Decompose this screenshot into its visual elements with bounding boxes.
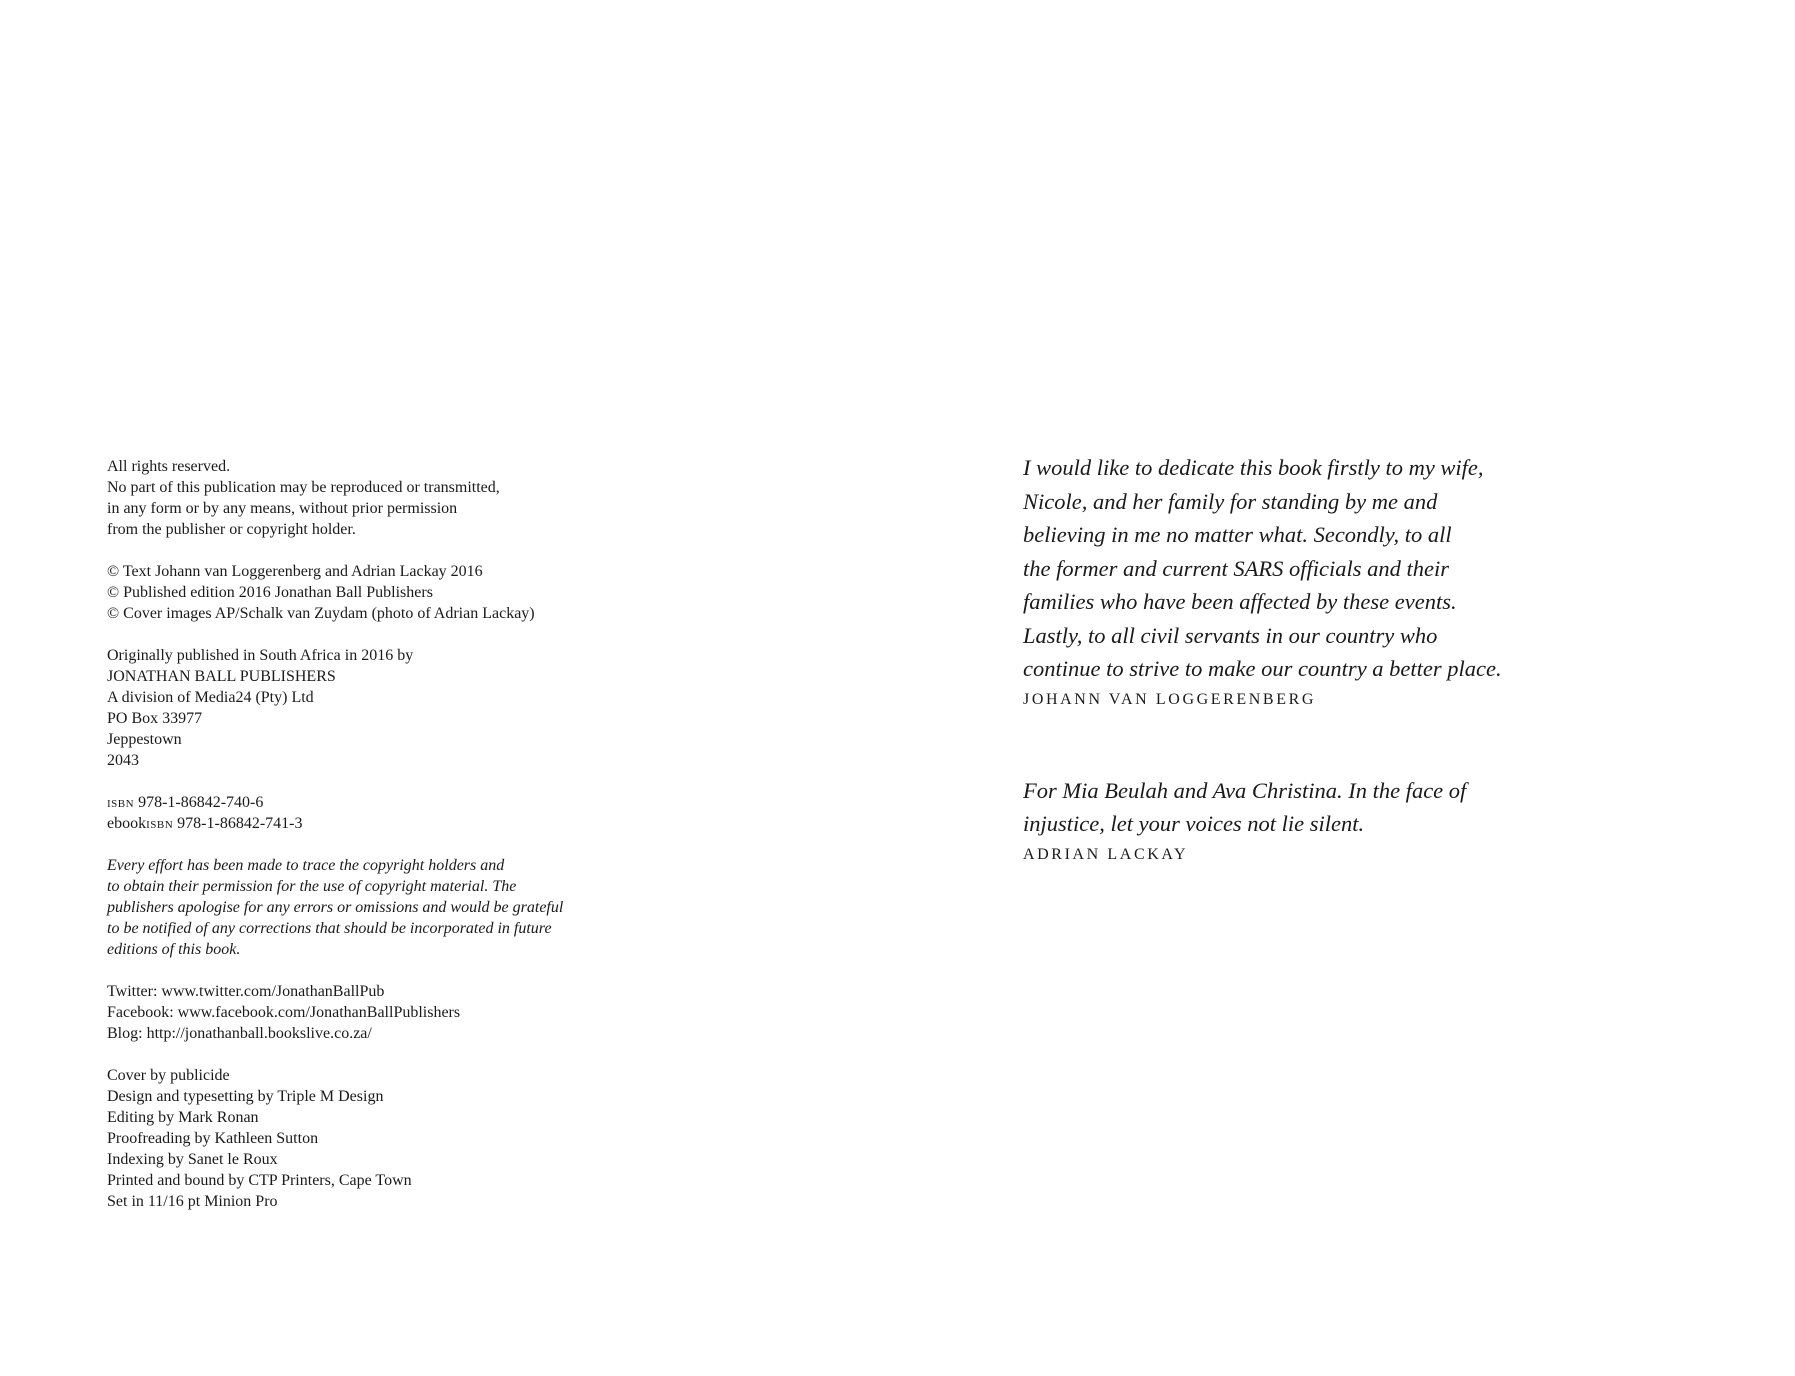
notice-line: to be notified of any corrections that should be incorporated in future xyxy=(107,920,552,937)
facebook-link[interactable]: Facebook: www.facebook.com/JonathanBallPublishers xyxy=(107,1004,461,1021)
imprint-page xyxy=(0,0,897,1376)
dedication-line: the former and current SARS officials and their xyxy=(1023,555,1449,581)
dedication-line: Nicole, and her family for standing by me and xyxy=(1023,488,1438,514)
publisher-line: Originally published in South Africa in 2016 by xyxy=(107,647,414,664)
rights-line: All rights reserved. xyxy=(107,458,231,475)
dedication-page xyxy=(897,0,1795,1376)
isbn-line xyxy=(107,792,667,813)
dedication-line: continue to strive to make our country a better place. xyxy=(1023,656,1502,681)
dedication-author: ADRIAN LACKAY xyxy=(1023,845,1189,863)
rights-line: No part of this publication may be reproduced or transmitted, xyxy=(107,479,500,496)
rights-statement xyxy=(107,456,667,540)
rights-line: from the publisher or copyright holder. xyxy=(107,521,356,538)
twitter-link[interactable]: Twitter: www.twitter.com/JonathanBallPub xyxy=(107,983,385,1000)
credit-line: Indexing by Sanet le Roux xyxy=(107,1151,278,1168)
credit-line: Design and typesetting by Triple M Design xyxy=(107,1088,384,1105)
copyright-line: © Text Johann van Loggerenberg and Adrian Lackay 2016 xyxy=(107,563,483,580)
production-credits xyxy=(107,1065,667,1212)
credit-line: Editing by Mark Ronan xyxy=(107,1109,259,1126)
imprint-block xyxy=(107,456,667,1233)
notice-line: to obtain their permission for the use of copyright material. The xyxy=(107,878,517,895)
publisher-line: JONATHAN BALL PUBLISHERS xyxy=(107,668,336,685)
notice-line: publishers apologise for any errors or omissions and would be grateful xyxy=(107,899,564,916)
dedication-author: JOHANN VAN LOGGERENBERG xyxy=(1023,690,1316,708)
rights-line: in any form or by any means, without prior permission xyxy=(107,500,458,517)
ebook-isbn-line xyxy=(107,813,667,834)
credit-line: Set in 11/16 pt Minion Pro xyxy=(107,1193,278,1210)
credit-line: Proofreading by Kathleen Sutton xyxy=(107,1130,319,1147)
publisher-line: PO Box 33977 xyxy=(107,710,203,727)
ebook-isbn-label: isbn xyxy=(146,815,174,832)
dedication-adrian xyxy=(1023,774,1743,867)
dedication-text xyxy=(1023,451,1743,686)
publisher-line: A division of Media24 (Pty) Ltd xyxy=(107,689,314,706)
dedication-line: I would like to dedicate this book firstly to my wife, xyxy=(1023,455,1484,480)
dedication-line: injustice, let your voices not lie silent. xyxy=(1023,811,1365,836)
dedication-line: believing in me no matter what. Secondly, to all xyxy=(1023,522,1452,547)
dedication-line: families who have been affected by these events. xyxy=(1023,589,1457,614)
dedication-johann xyxy=(1023,451,1743,712)
isbn-value: 978-1-86842-740-6 xyxy=(138,794,264,811)
social-links xyxy=(107,981,667,1044)
copyright-line: © Published edition 2016 Jonathan Ball Publishers xyxy=(107,584,433,601)
ebook-prefix: ebook xyxy=(107,815,147,832)
dedication-line: For Mia Beulah and Ava Christina. In the face of xyxy=(1023,777,1467,803)
ebook-isbn-value: 978-1-86842-741-3 xyxy=(177,815,303,832)
isbn-block xyxy=(107,792,667,834)
publisher-line: 2043 xyxy=(107,752,139,769)
publisher-address xyxy=(107,645,667,771)
copyright-notices xyxy=(107,561,667,624)
dedication-line: Lastly, to all civil servants in our country who xyxy=(1023,622,1438,648)
credit-line: Printed and bound by CTP Printers, Cape Town xyxy=(107,1172,412,1189)
dedications-block xyxy=(1023,451,1743,929)
notice-line: Every effort has been made to trace the copyright holders and xyxy=(107,857,505,874)
isbn-label: isbn xyxy=(107,794,135,811)
copyright-line: © Cover images AP/Schalk van Zuydam (photo of Adrian Lackay) xyxy=(107,605,535,622)
credit-line: Cover by publicide xyxy=(107,1067,230,1084)
blog-link[interactable]: Blog: http://jonathanball.bookslive.co.za/ xyxy=(107,1025,372,1042)
publisher-line: Jeppestown xyxy=(107,731,182,748)
notice-line: editions of this book. xyxy=(107,941,241,958)
dedication-text xyxy=(1023,774,1743,841)
copyright-notice xyxy=(107,855,667,960)
